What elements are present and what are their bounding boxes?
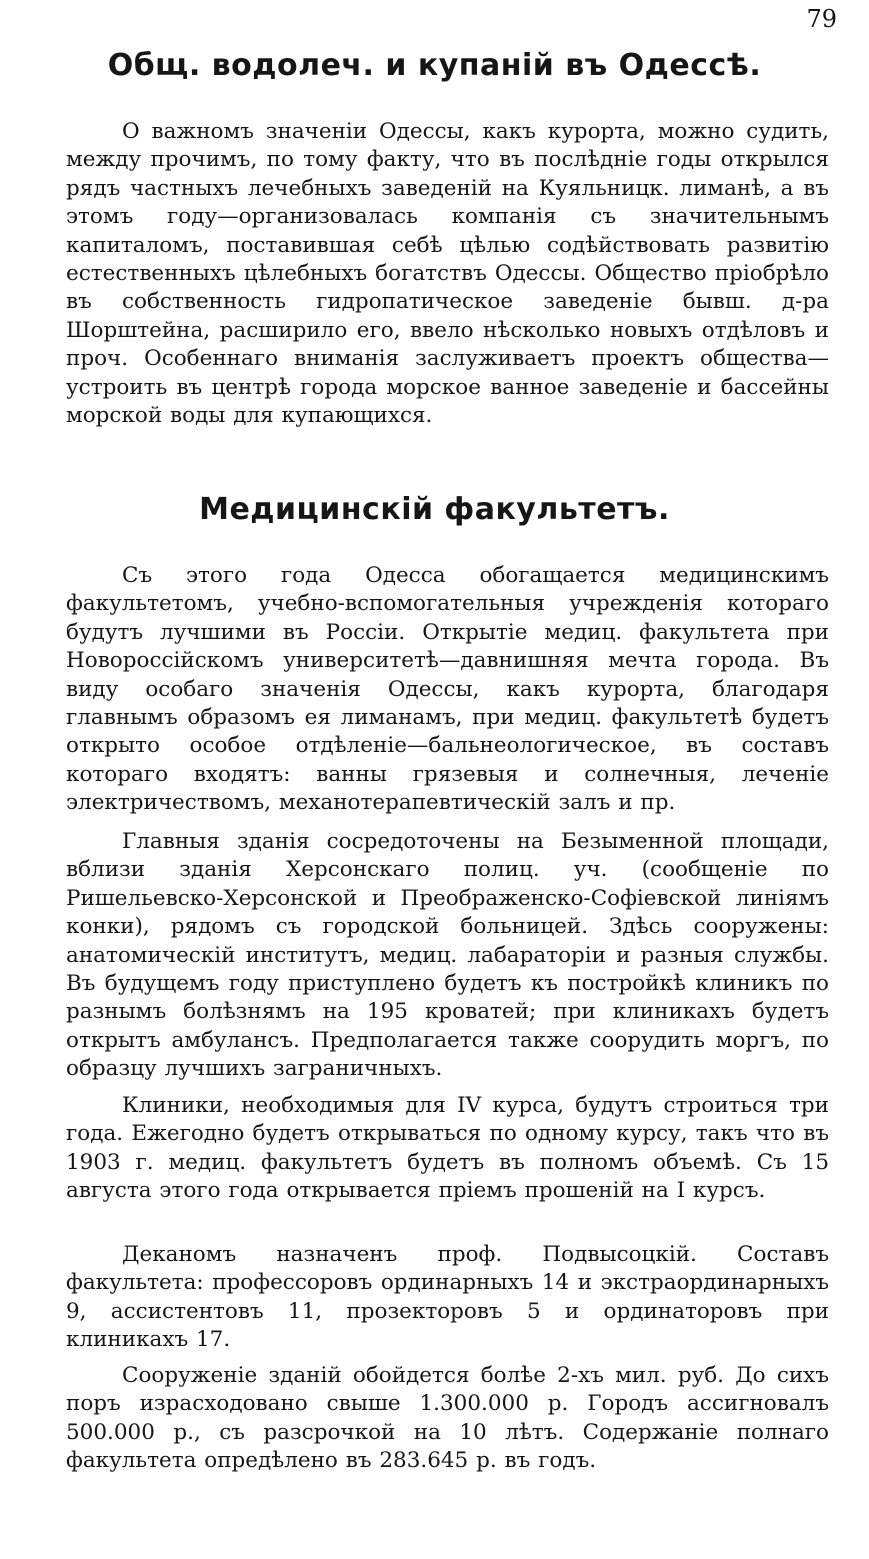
section-title-hydrotherapy: Общ. водолеч. и купаній въ Одессѣ. — [107, 48, 762, 83]
paragraph-faculty-staff — [66, 1241, 829, 1355]
paragraph-hydrotherapy — [66, 118, 829, 430]
paragraph-text: Главныя зданія сосредоточены на Безыменной площади, вблизи зданія Херсонскаго полиц. уч. (сообщеніе по Ришельевско-Херсонской и Преображенско-Софіевской линіямъ конки), рядомъ съ городской больницей. Здѣсь сооружены: анатомическій институтъ, медиц. лабараторіи и разныя службы. Въ будущемъ году приступлено будетъ къ постройкѣ клиникъ по разнымъ болѣзнямъ на 195 кроватей; при клиникахъ будетъ открытъ амбулансъ. Предполагается также соорудить моргъ, по образцу лучшихъ заграничныхъ. — [66, 829, 829, 1082]
paragraph-text: Клиники, необходимыя для IV курса, будутъ строиться три года. Ежегодно будетъ открываться по одному курсу, такъ что въ 1903 г. медиц. факультетъ будетъ въ полномъ объемѣ. Съ 15 августа этого года открывается пріемъ прошеній на I курсъ. — [66, 1093, 829, 1204]
page-number: 79 — [806, 5, 837, 33]
paragraph-faculty-clinics — [66, 1092, 829, 1206]
paragraph-faculty-costs — [66, 1362, 829, 1476]
paragraph-text: Сооруженіе зданій обойдется болѣе 2-хъ мил. руб. До сихъ поръ израсходовано свыше 1.300.000 р. Городъ ассигновалъ 500.000 р., съ разсрочкой на 10 лѣтъ. Содержаніе полнаго факультета опредѣлено въ 283.645 р. въ годъ. — [66, 1363, 829, 1474]
paragraph-text: Съ этого года Одесса обогащается медицинскимъ факультетомъ, учебно-вспомогательныя учрежденія котораго будутъ лучшими въ Россіи. Открытіе медиц. факультета при Новороссійскомъ университетѣ—давнишняя мечта города. Въ виду особаго значенія Одессы, какъ курорта, благодаря главнымъ образомъ ея лиманамъ, при медиц. факультетѣ будетъ открыто особое отдѣленіе—бальнеологическое, въ составъ котораго входятъ: ванны грязевыя и солнечныя, леченіе электричествомъ, механотерапевтическій залъ и пр. — [66, 563, 829, 816]
section-title-medical-faculty: Медицинскій факультетъ. — [199, 492, 670, 527]
paragraph-text: О важномъ значеніи Одессы, какъ курорта, можно судить, между прочимъ, по тому факту, что въ послѣдніе годы открылся рядъ частныхъ лечебныхъ заведеній на Куяльницк. лиманѣ, а въ этомъ году—организовалась компанія съ значительнымъ капиталомъ, поставившая себѣ цѣлью содѣйствовать развитію естественныхъ цѣлебныхъ богатствъ Одессы. Общество пріобрѣло въ собственность гидропатическое заведеніе бывш. д-ра Шорштейна, расширило его, ввело нѣсколько новыхъ отдѣловъ и проч. Особеннаго вниманія заслуживаетъ проектъ общества—устроить въ центрѣ города морское ванное заведеніе и бассейны морской воды для купающихся. — [66, 119, 829, 429]
paragraph-faculty-intro — [66, 562, 829, 818]
paragraph-faculty-buildings — [66, 828, 829, 1084]
paragraph-text: Деканомъ назначенъ проф. Подвысоцкій. Составъ факультета: профессоровъ ординарныхъ 14 и экстраординарныхъ 9, ассистентовъ 11, прозекторовъ 5 и ординаторовъ при клиникахъ 17. — [66, 1242, 829, 1353]
